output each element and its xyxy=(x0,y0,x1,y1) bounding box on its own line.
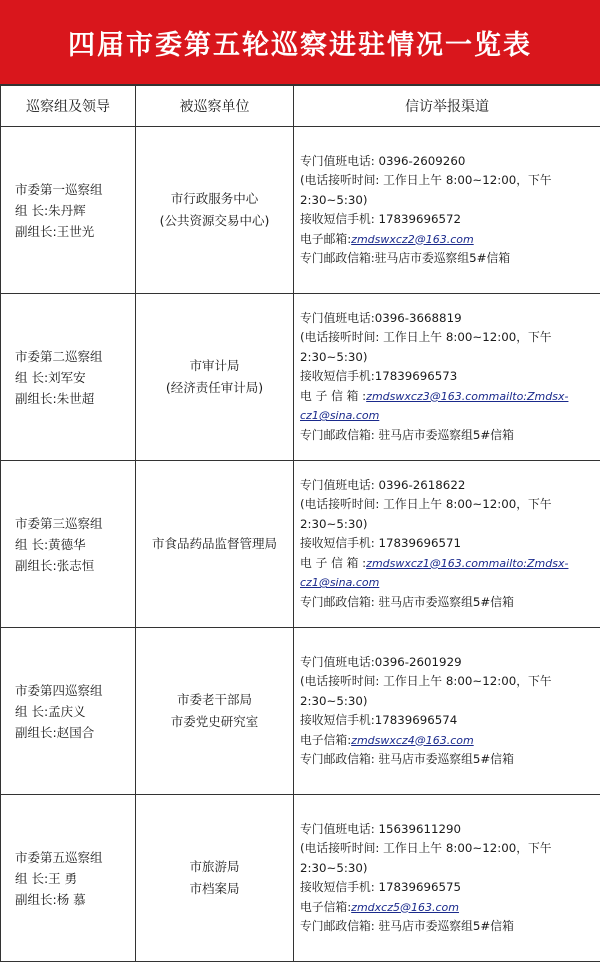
email-label: 电子邮箱: xyxy=(300,232,351,246)
channel-cell xyxy=(294,795,600,962)
phone-hours-cont: 2:30~5:30) xyxy=(300,191,596,211)
inspected-unit-line: 市委党史研究室 xyxy=(136,711,293,733)
inspected-unit-line: (公共资源交易中心) xyxy=(136,210,293,232)
inspected-unit-line: 市审计局 xyxy=(136,355,293,377)
header-group-leaders: 巡察组及领导 xyxy=(1,85,136,127)
sms-phone: 接收短信手机: 17839696575 xyxy=(300,878,596,898)
email-link[interactable]: zmdswxcz1@163.commailto:Zmdsx- xyxy=(366,557,568,570)
unit-cell xyxy=(136,461,294,628)
channel-cell xyxy=(294,628,600,795)
group-deputy: 副组长:王世光 xyxy=(15,221,135,242)
group-leader: 组 长:朱丹辉 xyxy=(15,200,135,221)
group-cell xyxy=(1,127,136,294)
phone-hours-cont: 2:30~5:30) xyxy=(300,859,596,879)
group-deputy: 副组长:赵国合 xyxy=(15,722,135,743)
group-deputy: 副组长:张志恒 xyxy=(15,555,135,576)
group-cell xyxy=(1,294,136,461)
unit-cell xyxy=(136,127,294,294)
phone-hours: (电话接听时间: 工作日上午 8:00~12:00，下午 xyxy=(300,495,596,515)
group-deputy: 副组长:杨 慕 xyxy=(15,889,135,910)
email-line xyxy=(300,731,596,751)
inspection-table xyxy=(0,84,600,962)
phone-hours: (电话接听时间: 工作日上午 8:00~12:00，下午 xyxy=(300,328,596,348)
postal-mailbox: 专门邮政信箱: 驻马店市委巡察组5#信箱 xyxy=(300,593,596,613)
email-label: 电 子 信 箱 : xyxy=(300,556,366,570)
postal-mailbox: 专门邮政信箱: 驻马店市委巡察组5#信箱 xyxy=(300,750,596,770)
page-title-banner xyxy=(0,0,600,84)
email-line xyxy=(300,898,596,918)
phone-hours-cont: 2:30~5:30) xyxy=(300,692,596,712)
sms-phone: 接收短信手机:17839696573 xyxy=(300,367,596,387)
inspected-unit-line: 市行政服务中心 xyxy=(136,188,293,210)
group-name: 市委第三巡察组 xyxy=(15,513,135,534)
email-link[interactable]: zmdxcz5@163.com xyxy=(351,901,459,914)
email-link[interactable]: zmdswxcz4@163.com xyxy=(351,734,474,747)
duty-phone: 专门值班电话:0396-3668819 xyxy=(300,309,596,329)
phone-hours-cont: 2:30~5:30) xyxy=(300,515,596,535)
postal-mailbox: 专门邮政信箱:驻马店市委巡察组5#信箱 xyxy=(300,249,596,269)
channel-cell xyxy=(294,294,600,461)
table-row xyxy=(1,461,600,628)
group-leader: 组 长:王 勇 xyxy=(15,868,135,889)
unit-cell xyxy=(136,294,294,461)
header-report-channels: 信访举报渠道 xyxy=(294,85,600,127)
inspected-unit-line: 市委老干部局 xyxy=(136,689,293,711)
duty-phone: 专门值班电话: 15639611290 xyxy=(300,820,596,840)
sms-phone: 接收短信手机:17839696574 xyxy=(300,711,596,731)
group-leader: 组 长:黄德华 xyxy=(15,534,135,555)
group-leader: 组 长:孟庆义 xyxy=(15,701,135,722)
inspected-unit-line: 市旅游局 xyxy=(136,856,293,878)
duty-phone: 专门值班电话: 0396-2618622 xyxy=(300,476,596,496)
email-link-continued[interactable]: cz1@sina.com xyxy=(300,576,379,589)
phone-hours: (电话接听时间: 工作日上午 8:00~12:00，下午 xyxy=(300,672,596,692)
email-line xyxy=(300,554,596,574)
channel-cell xyxy=(294,461,600,628)
phone-hours: (电话接听时间: 工作日上午 8:00~12:00，下午 xyxy=(300,171,596,191)
inspected-unit-line: 市档案局 xyxy=(136,878,293,900)
channel-cell xyxy=(294,127,600,294)
group-name: 市委第五巡察组 xyxy=(15,847,135,868)
sms-phone: 接收短信手机: 17839696571 xyxy=(300,534,596,554)
table-row xyxy=(1,628,600,795)
group-name: 市委第二巡察组 xyxy=(15,346,135,367)
email-line xyxy=(300,230,596,250)
group-cell xyxy=(1,461,136,628)
duty-phone: 专门值班电话:0396-2601929 xyxy=(300,653,596,673)
postal-mailbox: 专门邮政信箱: 驻马店市委巡察组5#信箱 xyxy=(300,917,596,937)
email-label: 电子信箱: xyxy=(300,900,351,914)
page-title: 四届市委第五轮巡察进驻情况一览表 xyxy=(68,23,532,62)
inspected-unit-line: (经济责任审计局) xyxy=(136,377,293,399)
group-name: 市委第一巡察组 xyxy=(15,179,135,200)
inspected-unit-line: 市食品药品监督管理局 xyxy=(136,533,293,555)
sms-phone: 接收短信手机: 17839696572 xyxy=(300,210,596,230)
email-label: 电子信箱: xyxy=(300,733,351,747)
duty-phone: 专门值班电话: 0396-2609260 xyxy=(300,152,596,172)
group-deputy: 副组长:朱世超 xyxy=(15,388,135,409)
email-link[interactable]: zmdswxcz3@163.commailto:Zmdsx- xyxy=(366,390,568,403)
unit-cell xyxy=(136,628,294,795)
group-cell xyxy=(1,795,136,962)
table-row xyxy=(1,294,600,461)
email-line xyxy=(300,387,596,407)
table-header-row xyxy=(1,85,600,127)
postal-mailbox: 专门邮政信箱: 驻马店市委巡察组5#信箱 xyxy=(300,426,596,446)
email-link[interactable]: zmdswxcz2@163.com xyxy=(351,233,474,246)
email-link-continued[interactable]: cz1@sina.com xyxy=(300,409,379,422)
email-label: 电 子 信 箱 : xyxy=(300,389,366,403)
header-inspected-unit: 被巡察单位 xyxy=(136,85,294,127)
phone-hours: (电话接听时间: 工作日上午 8:00~12:00，下午 xyxy=(300,839,596,859)
unit-cell xyxy=(136,795,294,962)
group-name: 市委第四巡察组 xyxy=(15,680,135,701)
table-row xyxy=(1,795,600,962)
table-row xyxy=(1,127,600,294)
group-leader: 组 长:刘军安 xyxy=(15,367,135,388)
phone-hours-cont: 2:30~5:30) xyxy=(300,348,596,368)
group-cell xyxy=(1,628,136,795)
